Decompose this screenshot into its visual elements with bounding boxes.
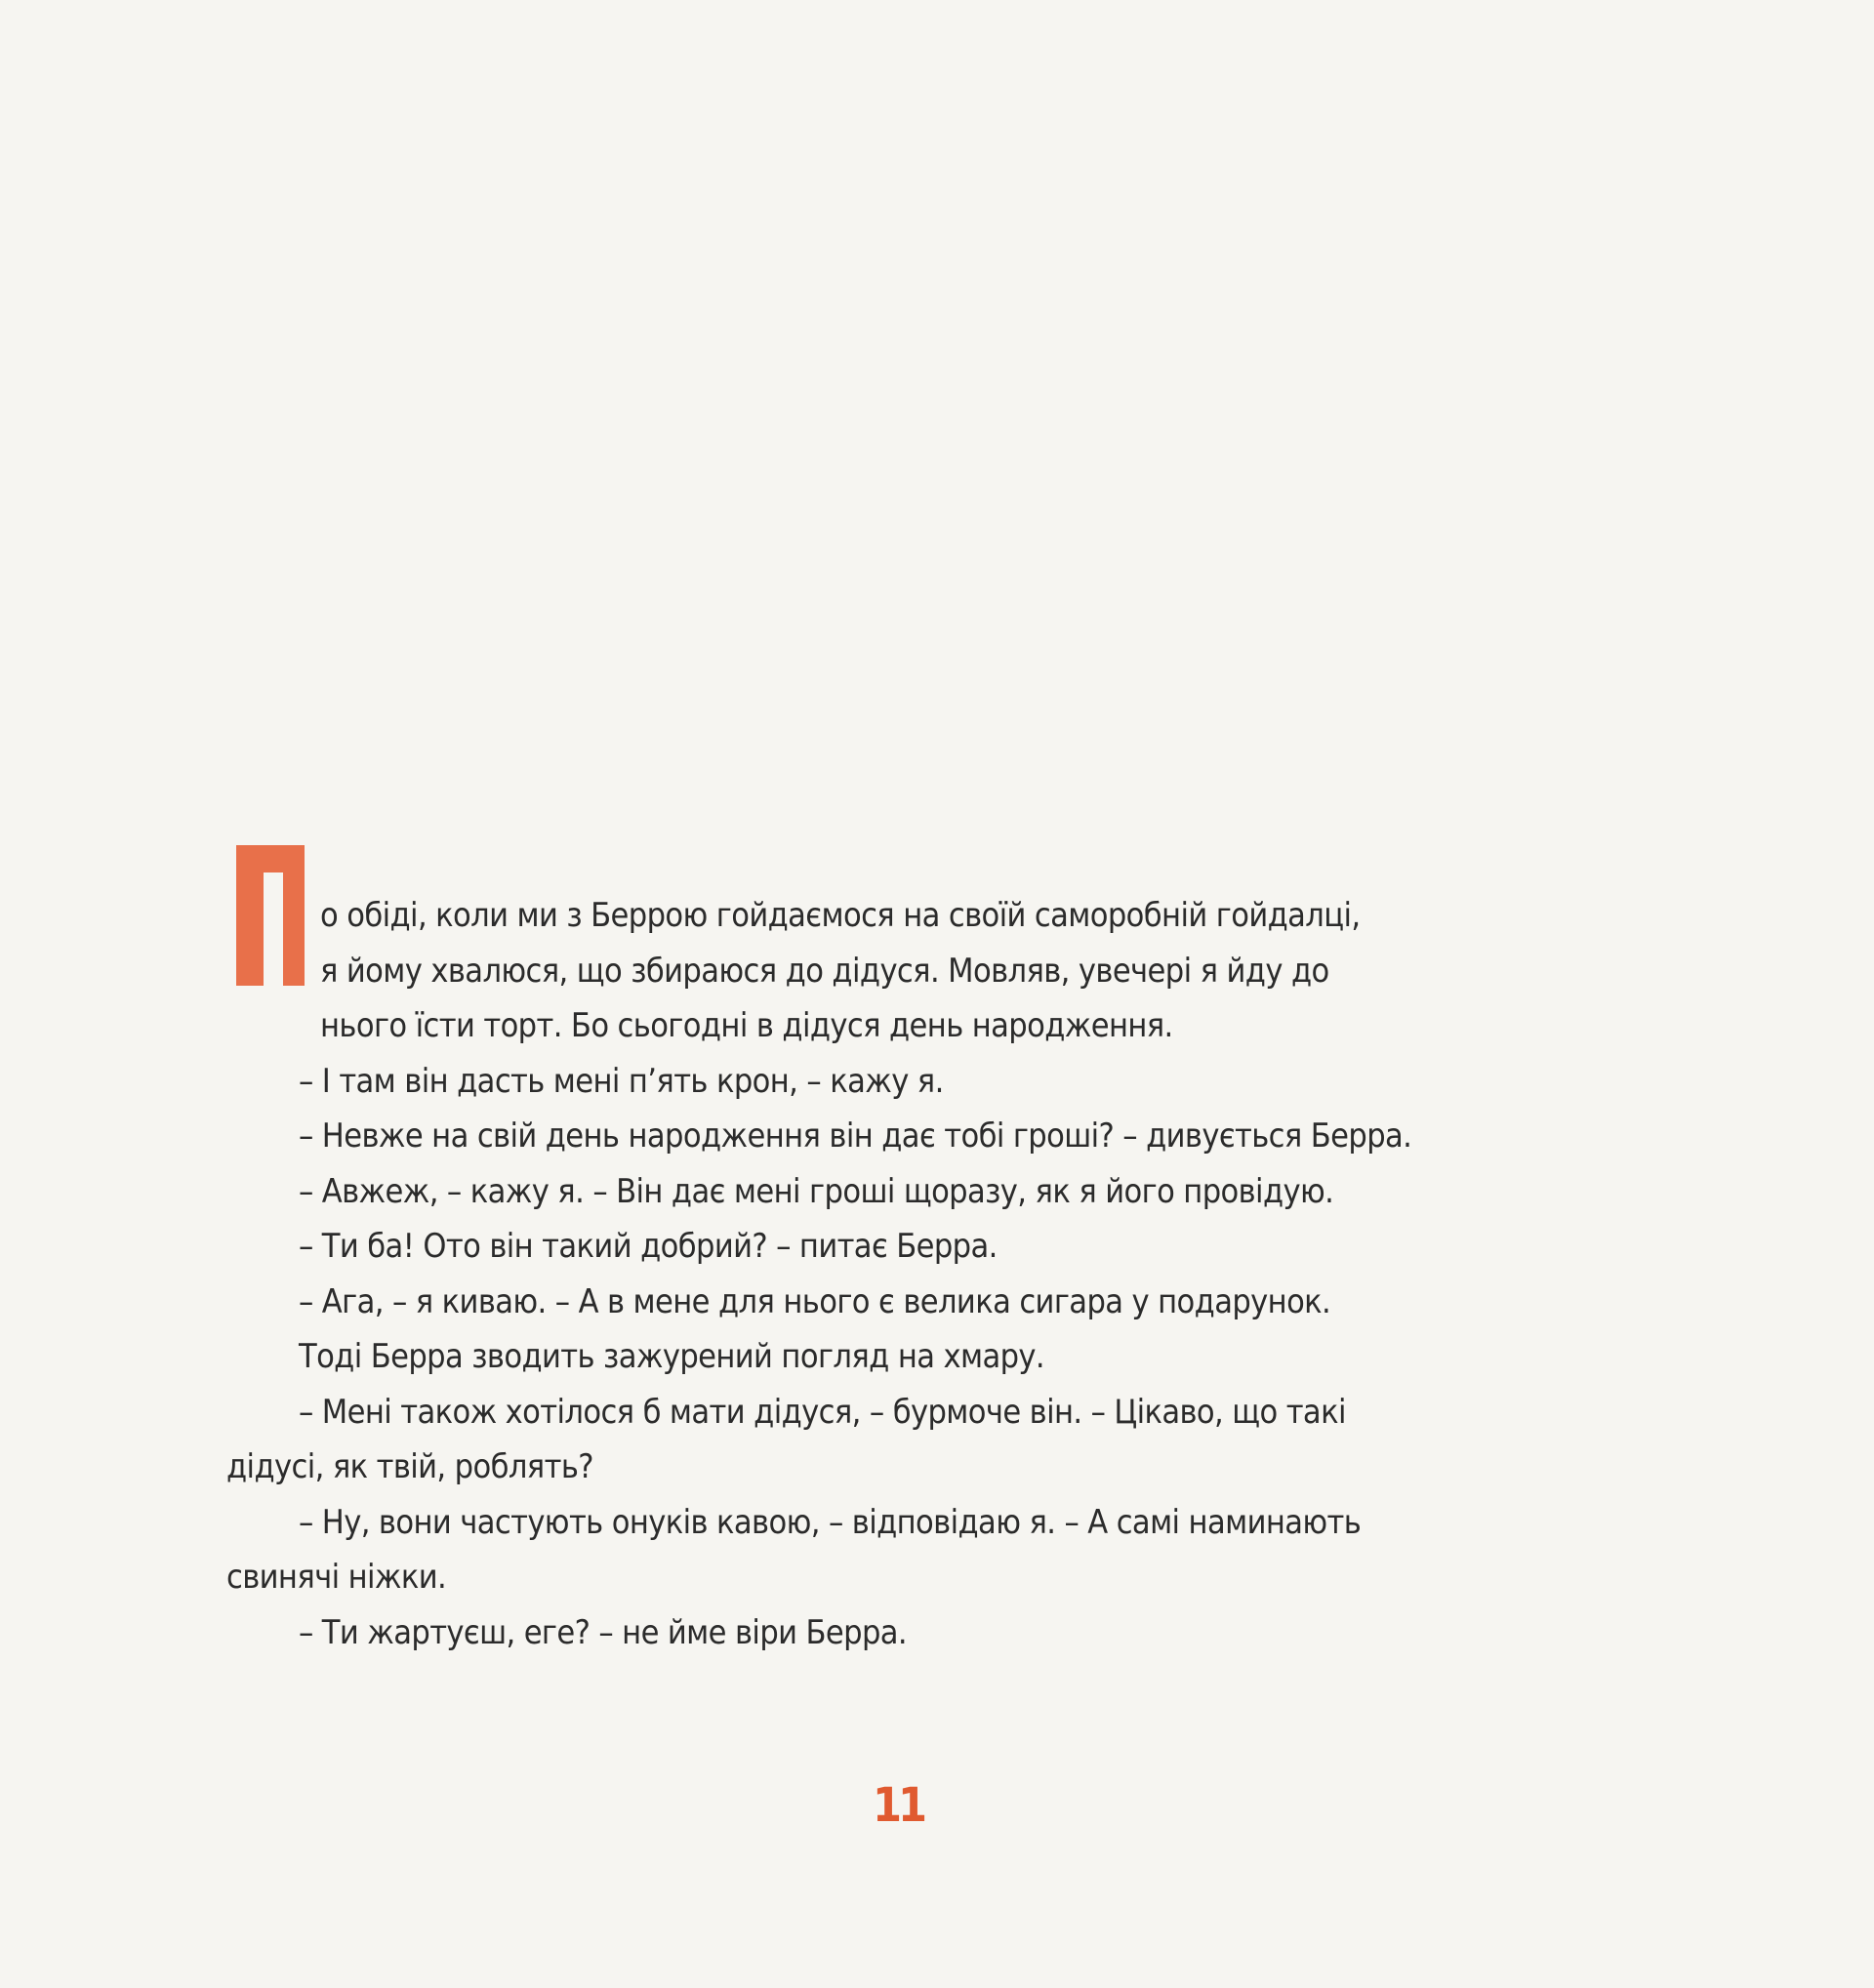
- page-number: 11: [872, 1778, 924, 1833]
- dialogue-line: – Ти ба! Ото він такий добрий? – питає Берра.: [299, 1227, 998, 1266]
- dialogue-line-continued: свинячі ніжки.: [226, 1558, 447, 1597]
- dialogue-line: – І там він дасть мені п’ять крон, – кажу я.: [299, 1061, 944, 1101]
- dialogue-line: – Ти жартуєш, еге? – не йме віри Берра.: [299, 1612, 908, 1652]
- dialogue-line-continued: дідусі, як твій, роблять?: [226, 1447, 593, 1486]
- text-line: нього їсти торт. Бо сьогодні в дідуся день народження.: [320, 1006, 1173, 1045]
- dialogue-line: – Авжеж, – кажу я. – Він дає мені гроші щоразу, як я його провідую.: [299, 1171, 1334, 1211]
- story-text: [226, 888, 1573, 1660]
- text-line: я йому хвалюся, що збираюся до дідуся. Мовляв, увечері я йду до: [320, 951, 1329, 991]
- dialogue-line: – Невже на свій день народження він дає тобі гроші? – дивується Берра.: [299, 1116, 1412, 1156]
- narration-line: Тоді Берра зводить зажурений погляд на хмару.: [299, 1337, 1045, 1376]
- text-line: о обіді, коли ми з Беррою гойдаємося на своїй саморобній гойдалці,: [320, 896, 1361, 935]
- dialogue-line: – Мені також хотілося б мати дідуся, – бурмоче він. – Цікаво, що такі: [299, 1392, 1346, 1432]
- dialogue-line: – Ага, – я киваю. – А в мене для нього є велика сигара у подарунок.: [299, 1281, 1331, 1321]
- dialogue-line: – Ну, вони частують онуків кавою, – відповідаю я. – А самі наминають: [299, 1502, 1362, 1542]
